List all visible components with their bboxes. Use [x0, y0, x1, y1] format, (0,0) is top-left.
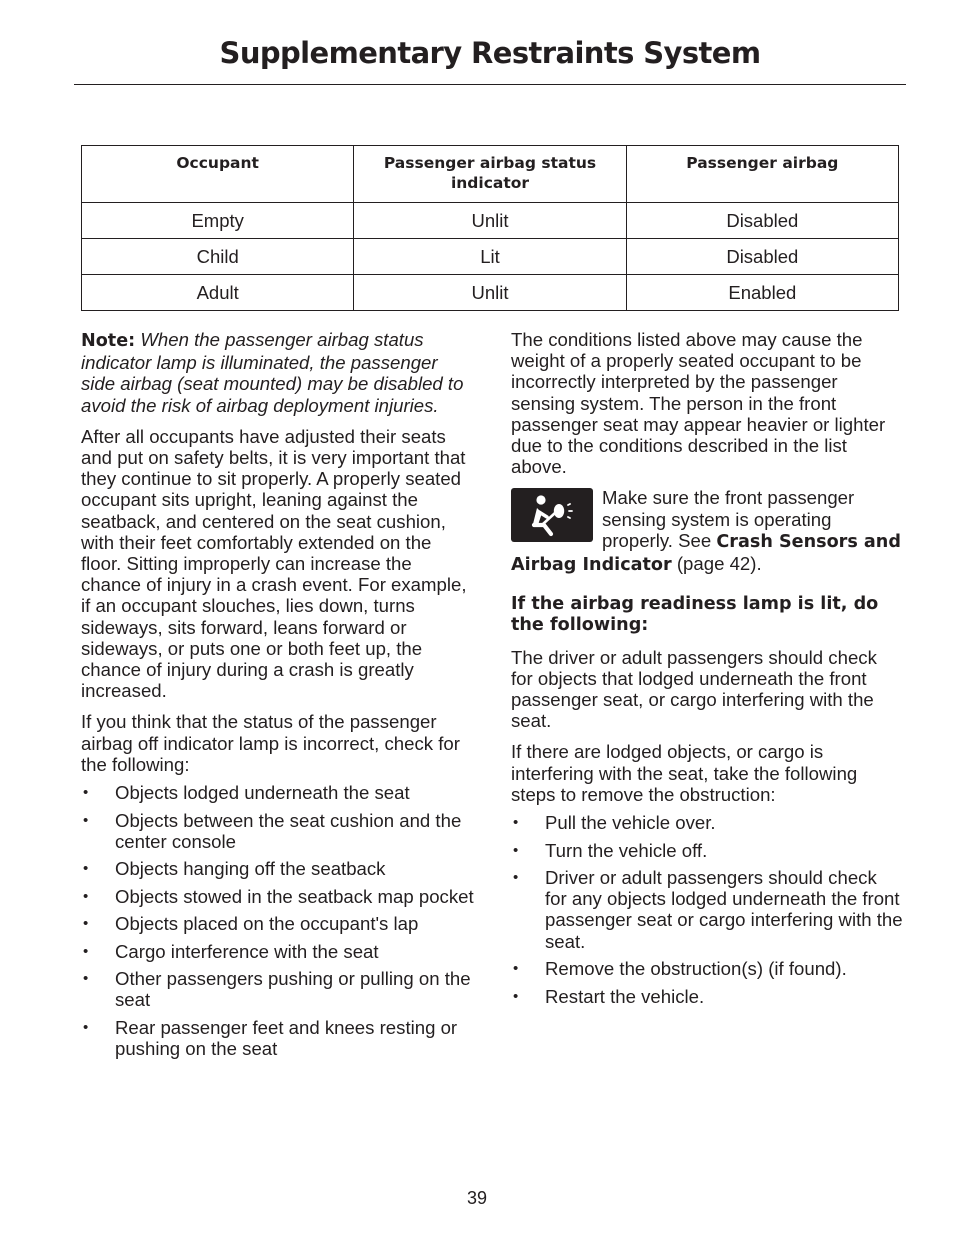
list-item: • Driver or adult passengers should check for any objects lodged underneath the front passenger seat or cargo interfering with the seat.: [511, 867, 903, 952]
table-cell: Unlit: [354, 203, 626, 239]
airbag-status-table: [81, 145, 899, 311]
section-heading: If the airbag readiness lamp is lit, do the following:: [511, 594, 879, 636]
table-row: [82, 203, 899, 239]
cross-reference-link[interactable]: Crash Sensors and Airbag Indicator: [511, 531, 901, 576]
table-cell: Disabled: [626, 203, 898, 239]
list-item: • Objects between the seat cushion and the center console: [81, 810, 475, 852]
page-number: 39: [466, 1188, 488, 1208]
left-column: [81, 329, 475, 1066]
body-paragraph: After all occupants have adjusted their seats and put on safety belts, it is very important that they continue to sit properly. A properly seated occupant sits upright, leaning against the seatback, and centered on the seat cushion, with their feet comfortably extended on the floor. Sitting improperly can increase the chance of injury in a crash event. For example, if an occupant slouches, lies down, turns sideways, sits forward, leans forward or sideways, or puts one or both feet up, the chance of injury during a crash is greatly increased.: [81, 425, 467, 702]
list-item: • Objects lodged underneath the seat: [81, 782, 475, 803]
list-item: • Restart the vehicle.: [511, 986, 903, 1007]
icon-paragraph: [511, 487, 903, 576]
body-paragraph: The conditions listed above may cause the weight of a properly seated occupant to be incorrectly interpreted by the passenger sensing system. The person in the front passenger seat may appear heavier or lighter due to the conditions described in the list above.: [511, 329, 886, 478]
list-item: • Other passengers pushing or pulling on the seat: [81, 968, 475, 1010]
table-row: [82, 275, 899, 311]
table-cell: Enabled: [626, 275, 898, 311]
icon-text-page: (page 42).: [671, 553, 762, 575]
table-cell: Empty: [82, 203, 354, 239]
table-cell: Unlit: [354, 275, 626, 311]
table-header-cell: Passenger airbag status indicator: [354, 146, 626, 203]
list-item: • Objects hanging off the seatback: [81, 858, 475, 879]
body-paragraph: The driver or adult passengers should check for objects that lodged underneath the front passenger seat, or cargo interfering with the seat.: [511, 646, 877, 732]
table-cell: Disabled: [626, 239, 898, 275]
body-paragraph: If you think that the status of the passenger airbag off indicator lamp is incorrect, check for the following:: [81, 711, 460, 775]
list-item: • Pull the vehicle over.: [511, 812, 903, 833]
list-item: • Cargo interference with the seat: [81, 941, 475, 962]
table-header-cell: Passenger airbag: [626, 146, 898, 203]
note-text: When the passenger airbag status indicator lamp is illuminated, the passenger side airbag (seat mounted) may be disabled to avoid the risk of airbag deployment injuries.: [81, 329, 464, 416]
list-item: • Rear passenger feet and knees resting or pushing on the seat: [81, 1017, 475, 1059]
title-rule: [74, 84, 906, 85]
table-header-row: [82, 146, 899, 203]
list-item: • Remove the obstruction(s) (if found).: [511, 958, 903, 979]
page-title: Supplementary Restraints System: [219, 36, 761, 70]
body-paragraph: If there are lodged objects, or cargo is interfering with the seat, take the following steps to remove the obstruction:: [511, 741, 858, 805]
list-item: • Objects stowed in the seatback map pocket: [81, 886, 475, 907]
table-cell: Adult: [82, 275, 354, 311]
table-cell: Child: [82, 239, 354, 275]
note-paragraph: [81, 329, 475, 416]
table-cell: Lit: [354, 239, 626, 275]
list-item: • Objects placed on the occupant's lap: [81, 913, 475, 934]
right-column: [511, 329, 903, 1013]
steps-list: [511, 812, 903, 1007]
note-label: Note:: [81, 331, 136, 351]
check-list: [81, 782, 475, 1059]
list-item: • Turn the vehicle off.: [511, 840, 903, 861]
table-header-cell: Occupant: [82, 146, 354, 203]
table-row: [82, 239, 899, 275]
airbag-occupant-icon: [511, 488, 593, 542]
icon-text: Make sure the front passenger sensing system is operating properly. See: [602, 487, 855, 551]
